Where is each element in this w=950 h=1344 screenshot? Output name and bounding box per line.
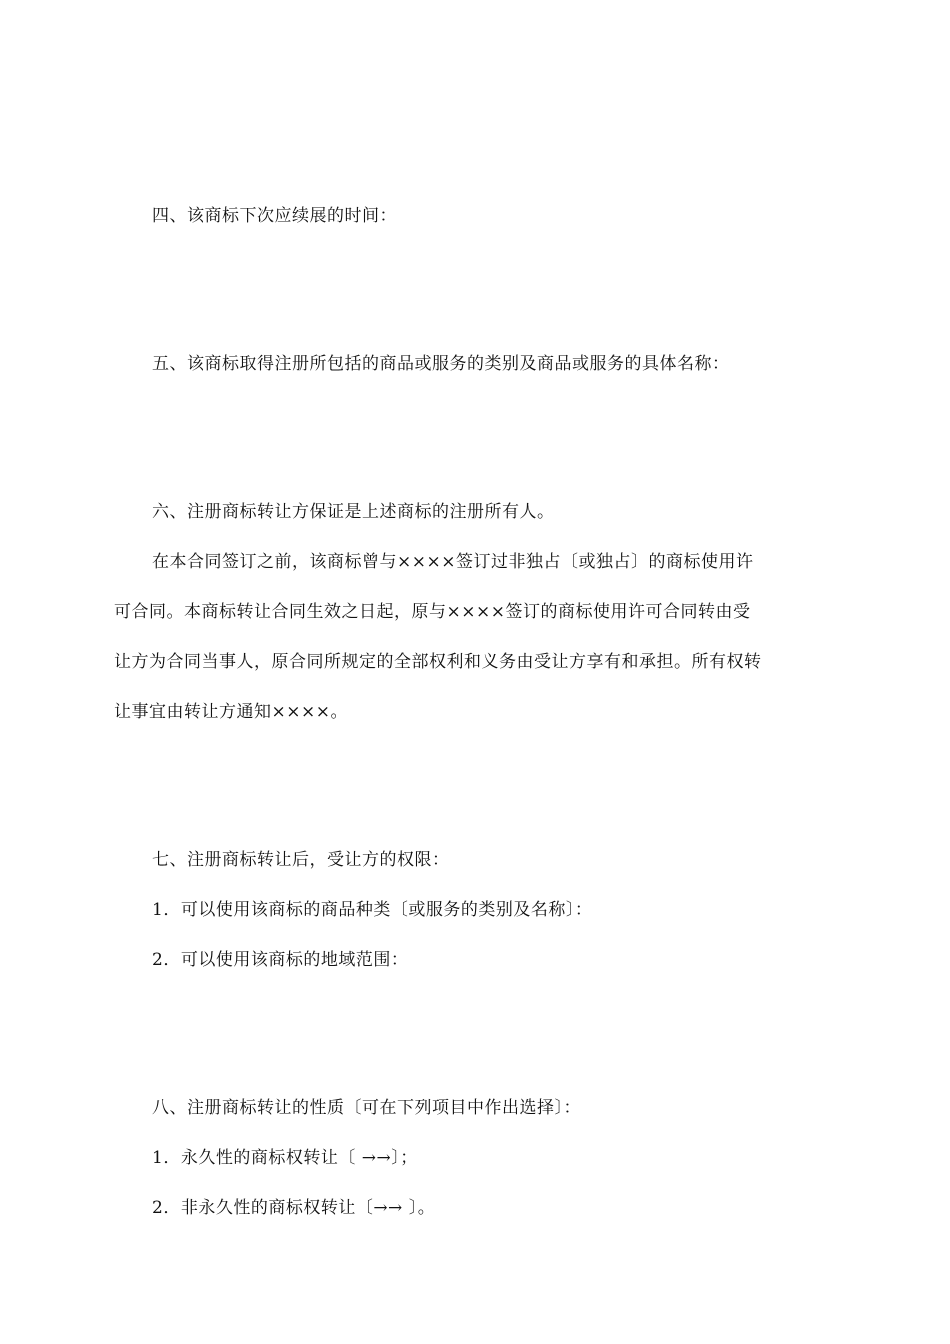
section8-item: 2．非永久性的商标权转让〔→→ 〕。 (152, 1198, 436, 1218)
section6-paragraph-line: 可合同。本商标转让合同生效之日起，原与××××签订的商标使用许可合同转由受 (114, 602, 751, 622)
section7-item: 2．可以使用该商标的地域范围： (152, 950, 409, 970)
section7-heading: 七、注册商标转让后，受让方的权限： (152, 850, 450, 870)
section6-paragraph-line: 让事宜由转让方通知××××。 (114, 702, 348, 722)
section6-paragraph-line: 在本合同签订之前，该商标曾与××××签订过非独占〔或独占〕的商标使用许 (152, 552, 754, 572)
section8-item: 1．永久性的商标权转让〔 →→〕； (152, 1148, 418, 1168)
section6-paragraph-line: 让方为合同当事人，原合同所规定的全部权利和义务由受让方享有和承担。所有权转 (114, 652, 762, 672)
section7-item: 1．可以使用该商标的商品种类〔或服务的类别及名称〕： (152, 900, 593, 920)
section5-heading: 五、该商标取得注册所包括的商品或服务的类别及商品或服务的具体名称： (152, 354, 730, 374)
section6-heading: 六、注册商标转让方保证是上述商标的注册所有人。 (152, 502, 555, 522)
section8-heading: 八、注册商标转让的性质〔可在下列项目中作出选择〕： (152, 1098, 581, 1118)
section4-heading: 四、该商标下次应续展的时间： (152, 206, 397, 226)
